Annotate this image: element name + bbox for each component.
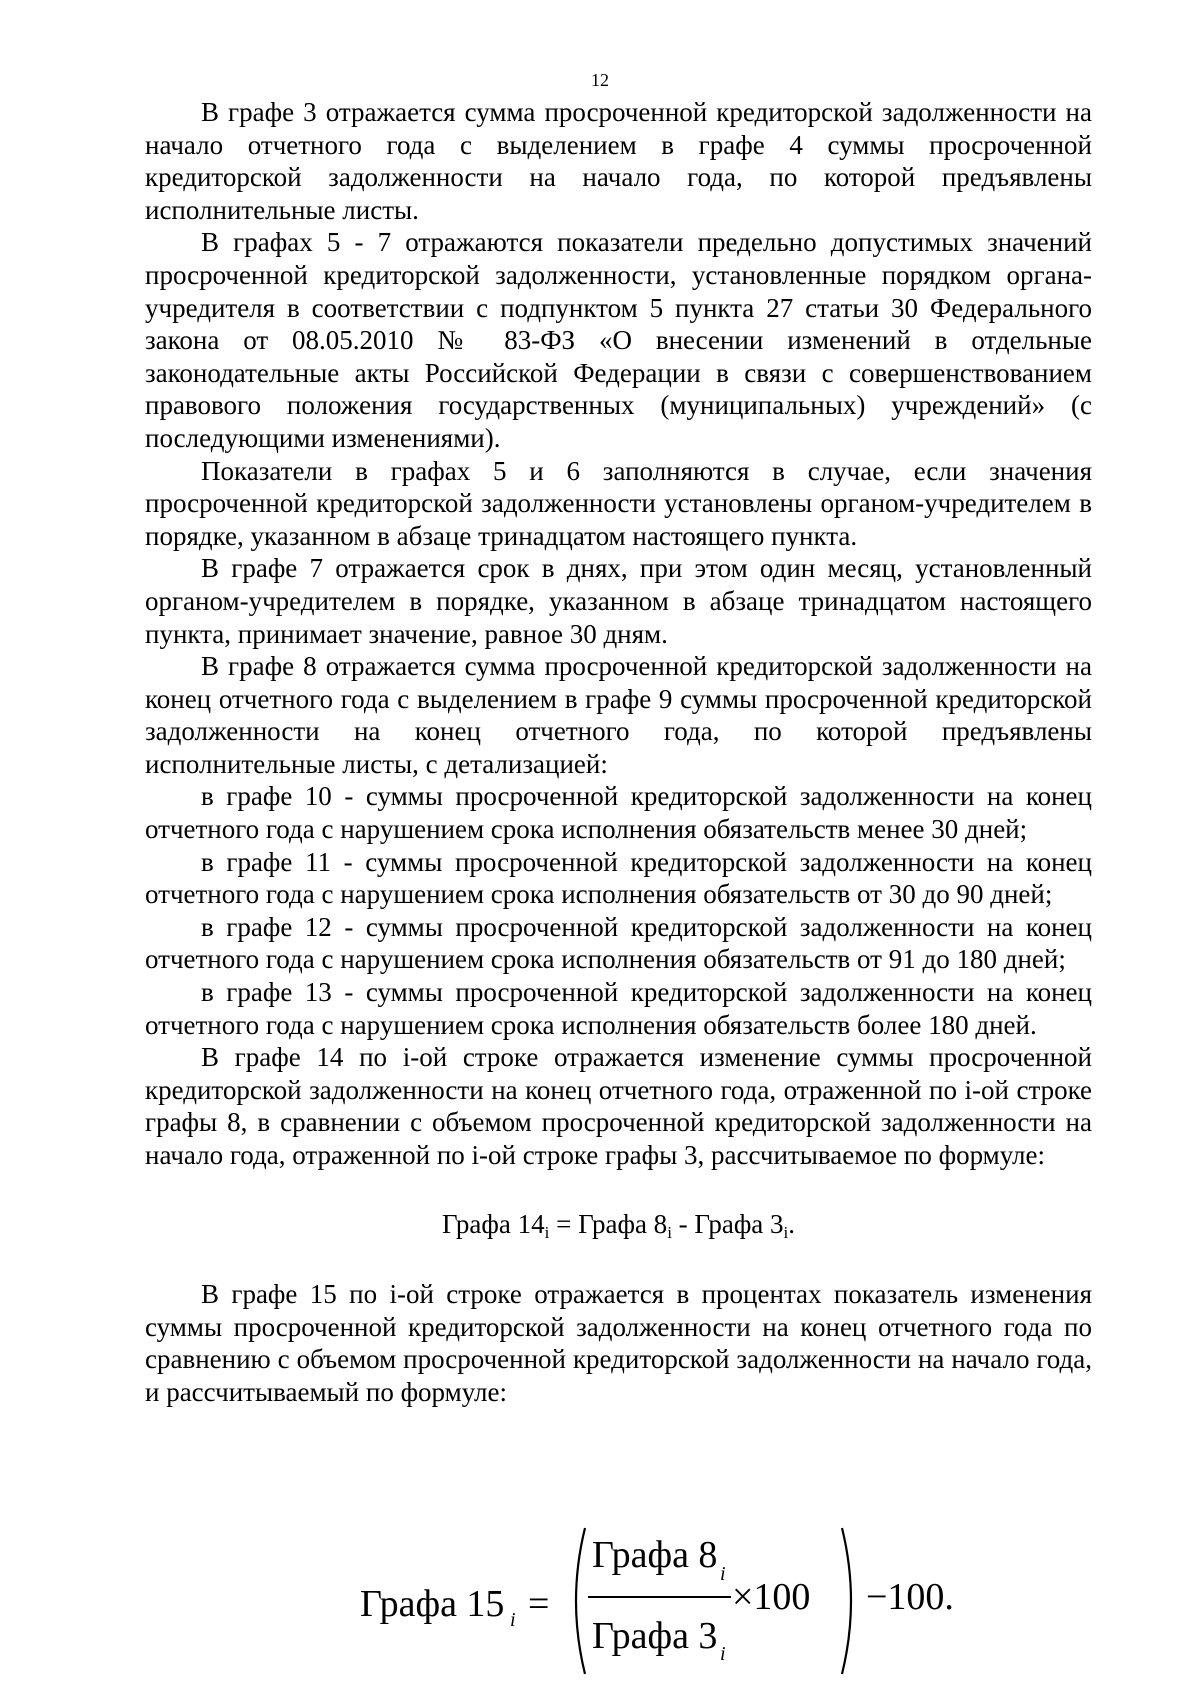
formula-subscript: i	[510, 1609, 516, 1631]
formula-tail: −100.	[866, 1576, 954, 1618]
formula-term: Графа 3	[694, 1208, 784, 1239]
paragraph: В графе 8 отражается сумма просроченной кредиторской задолженности на конец отчетного года с выделением в графе 9 суммы просроченной кредиторской задолженности на конец отчетного года, по которой предъявлены исполнительные листы, с детализацией:	[145, 651, 1092, 779]
paragraph: в графе 10 - суммы просроченной кредиторской задолженности на конец отчетного года с нарушением срока исполнения обязательств менее 30 дней;	[145, 781, 1092, 845]
document-body	[145, 96, 1092, 1409]
formula-lhs: Графа 14	[441, 1208, 545, 1239]
paragraph: В графе 7 отражается срок в днях, при этом один месяц, установленный органом-учредителем в порядке, указанном в абзаце тринадцатом настоящего пункта, принимает значение, равное 30 дням.	[145, 553, 1092, 649]
right-paren-icon	[838, 1526, 862, 1676]
formula-subscript: i	[783, 1222, 789, 1242]
formula-subscript: i	[720, 1643, 726, 1665]
formula-subscript: i	[667, 1222, 672, 1242]
paragraph: в графе 11 - суммы просроченной кредиторской задолженности на конец отчетного года с нарушением срока исполнения обязательств от 30 до 90 дней;	[145, 846, 1092, 910]
formula-denominator: Графа 3	[592, 1615, 718, 1657]
formula-equals: =	[528, 1583, 550, 1625]
formula-numerator: Графа 8	[592, 1534, 718, 1576]
formula-equals: =	[549, 1208, 579, 1239]
fraction-line	[588, 1596, 731, 1598]
formula-period: .	[788, 1208, 796, 1239]
formula-term: Графа 8	[578, 1208, 668, 1239]
formula-multiplier: ×100	[732, 1576, 811, 1618]
page-number: 12	[591, 70, 609, 90]
paragraph: в графе 12 - суммы просроченной кредиторской задолженности на конец отчетного года с нарушением срока исполнения обязательств от 91 до 180 дней;	[145, 911, 1092, 975]
formula-graph-15	[360, 1522, 960, 1682]
paragraph: В графе 3 отражается сумма просроченной кредиторской задолженности на начало отчетного года с выделением в графе 4 суммы просроченной кредиторской задолженности на начало года, по которой предъявлены исполнительные листы.	[145, 97, 1092, 225]
formula-graph-14	[145, 1208, 1092, 1241]
formula-lhs: Графа 15	[360, 1583, 505, 1625]
paragraph: В графе 14 по i-ой строке отражается изменение суммы просроченной кредиторской задолженности на конец отчетного года, отраженной по i-ой строке графы 8, в сравнении с объемом просроченной кредиторской задолженности на начало года, отраженной по i-ой строке графы 3, рассчитываемое по формуле:	[145, 1042, 1092, 1170]
paragraph: В графе 15 по i-ой строке отражается в процентах показатель изменения суммы просроченной кредиторской задолженности на конец отчетного года по сравнению с объемом просроченной кредиторской задолженности на начало года, и рассчитываемый по формуле:	[145, 1279, 1092, 1407]
paragraph: Показатели в графах 5 и 6 заполняются в случае, если значения просроченной кредиторской задолженности установлены органом-учредителем в порядке, указанном в абзаце тринадцатом настоящего пункта.	[145, 455, 1092, 551]
paragraph: В графах 5 - 7 отражаются показатели предельно допустимых значений просроченной кредиторской задолженности, установленные порядком органа-учредителя в соответствии с подпунктом 5 пункта 27 статьи 30 Федерального закона от 08.05.2010 № 83-ФЗ «О внесении изменений в отдельные законодательные акты Российской Федерации в связи с совершенствованием правового положения государственных (муниципальных) учреждений» (с последующими изменениями).	[145, 227, 1092, 453]
formula-minus: -	[671, 1208, 695, 1239]
paragraph: в графе 13 - суммы просроченной кредиторской задолженности на конец отчетного года с нарушением срока исполнения обязательств более 180 дней.	[145, 977, 1092, 1040]
left-paren-icon	[565, 1526, 589, 1676]
formula-subscript: i	[544, 1222, 550, 1242]
formula-subscript: i	[720, 1563, 726, 1585]
